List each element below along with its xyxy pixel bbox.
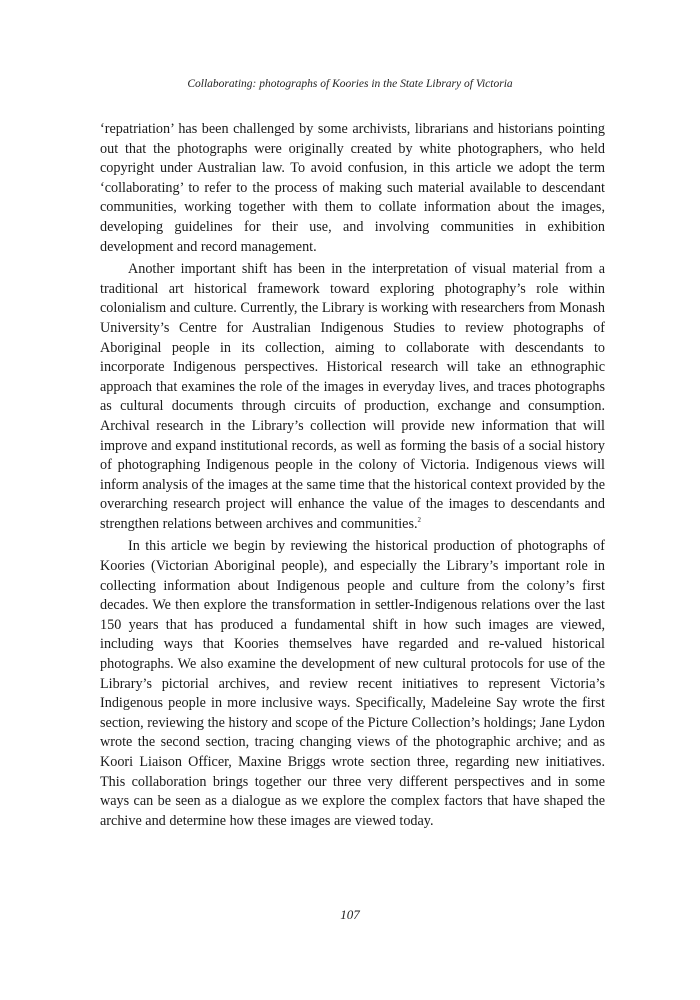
paragraph-1 bbox=[100, 120, 605, 257]
running-head: Collaborating: photographs of Koories in the State Library of Victoria bbox=[187, 78, 513, 90]
page-number: 107 bbox=[340, 907, 360, 922]
paragraph-2 bbox=[100, 260, 605, 534]
paragraph-2-text: Another important shift has been in the interpretation of visual material from a traditional art historical framework toward exploring photography’s role within colonialism and culture. Currently, the Library is working with researchers from Monash University’s Centre for Australian Indigenous Studies to review photographs of Aboriginal people in its collection, aiming to collaborate with descendants to incorporate Indigenous perspectives. Historical research will take an ethnographic approach that examines the role of the images in everyday lives, and traces photographs as cultural documents through circuits of production, exchange and consumption. Archival research in the Library’s collection will provide new information that will improve and expand institutional records, as well as forming the basis of a social history of photographing Indigenous people in the colony of Victoria. Indigenous views will inform analysis of the images at the same time that the historical context provided by the overarching research project will enhance the value of the images to descendants and strengthen relations between archives and communities. bbox=[100, 261, 605, 532]
footnote-marker[interactable]: 2 bbox=[417, 515, 422, 524]
paragraph-1-text: ‘repatriation’ has been challenged by some archivists, librarians and historians pointing out that the photographs were originally created by white photographers, who held copyright under Australian law. To avoid confusion, in this article we adopt the term ‘collaborating’ to refer to the process of making such material available to descendant communities, working together with them to collate information about the images, developing guidelines for their use, and involving communities in exhibition development and record management. bbox=[100, 121, 605, 255]
paragraph-3 bbox=[100, 537, 605, 831]
body-text bbox=[100, 120, 605, 831]
paragraph-3-text: In this article we begin by reviewing the historical production of photographs of Koories (Victorian Aboriginal people), and especially the Library’s important role in collecting information about Indigenous people and culture from the colony’s first decades. We then explore the transformation in settler-Indigenous relations over the last 150 years that has produced a fundamental shift in how such images are viewed, including ways that Koories themselves have regarded and re-valued historical photographs. We also examine the development of new cultural protocols for use of the Library’s pictorial archives, and review recent initiatives to represent Victoria’s Indigenous people in more inclusive ways. Specifically, Madeleine Say wrote the first section, reviewing the history and scope of the Picture Collection’s holdings; Jane Lydon wrote the second section, tracing changing views of the photographic archive; and as Koori Liaison Officer, Maxine Briggs wrote section three, regarding new initiatives. This collaboration brings together our three very different perspectives and in some ways can be seen as a dialogue as we explore the complex factors that have shaped the archive and determine how these images are viewed today. bbox=[100, 538, 605, 829]
